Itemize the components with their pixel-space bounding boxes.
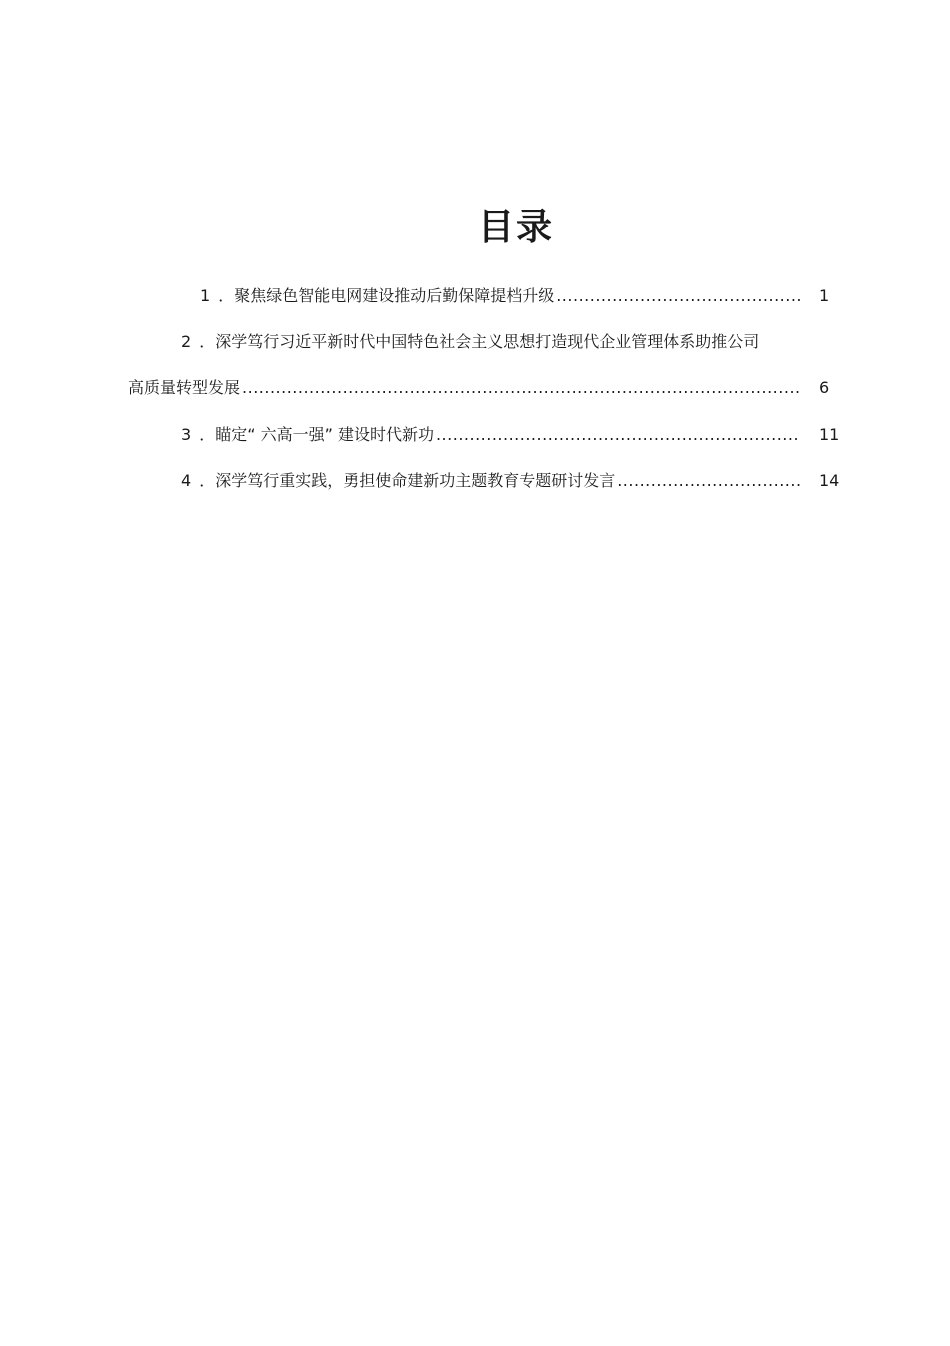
leader-dots bbox=[617, 470, 800, 492]
entry-page-number: 14 bbox=[819, 471, 840, 490]
leader-dots bbox=[556, 285, 800, 307]
entry-separator: ． bbox=[199, 425, 216, 444]
entry-title: 深学笃行重实践，勇担使命建新功主题教育专题研讨发言 bbox=[215, 471, 616, 490]
entry-separator: ． bbox=[199, 471, 216, 490]
entry-number: 3 bbox=[181, 425, 192, 444]
leader-dots bbox=[436, 424, 800, 446]
entry-title-line-2: 高质量转型发展 bbox=[128, 378, 241, 397]
entry-number: 1 bbox=[200, 286, 211, 305]
entry-number: 4 bbox=[181, 471, 192, 490]
toc-entry-2[interactable] bbox=[181, 331, 831, 353]
entry-number: 2 bbox=[181, 332, 192, 351]
entry-separator: ． bbox=[218, 286, 235, 305]
entry-title: 聚焦绿色智能电网建设推动后勤保障提档升级 bbox=[234, 286, 555, 305]
toc-entry-3[interactable] bbox=[181, 424, 800, 446]
toc-entry-1[interactable] bbox=[200, 285, 800, 307]
entry-separator: ． bbox=[199, 332, 216, 351]
entry-title-line-1: 深学笃行习近平新时代中国特色社会主义思想打造现代企业管理体系助推公司 bbox=[215, 332, 760, 351]
leader-dots bbox=[242, 377, 800, 399]
entry-page-number: 6 bbox=[819, 378, 830, 397]
entry-page-number: 11 bbox=[819, 425, 840, 444]
entry-page-number: 1 bbox=[819, 286, 830, 305]
entry-title: 瞄定“ 六高一强” 建设时代新功 bbox=[215, 425, 434, 444]
toc-title: 目录 bbox=[477, 207, 554, 248]
toc-entry-4[interactable] bbox=[181, 470, 800, 492]
toc-entry-2-continuation[interactable] bbox=[128, 377, 800, 399]
